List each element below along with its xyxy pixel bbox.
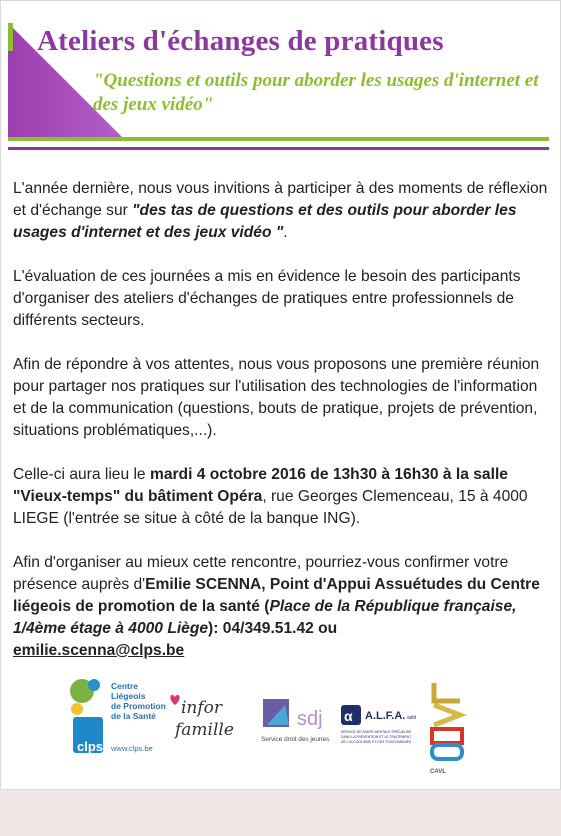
svg-text:de la Santé: de la Santé xyxy=(111,711,156,721)
sdj-icon xyxy=(259,695,331,751)
cavl-icon xyxy=(426,681,470,777)
svg-text:Liégeois: Liégeois xyxy=(111,691,146,701)
contact-phone: ): 04/349.51.42 ou xyxy=(208,620,338,637)
intro-quote: "des tas de questions et des outils pour aborder les usages d'internet et des jeux vidéo " xyxy=(13,202,517,241)
svg-text:DANS LA PRÉVENTION ET LE TRAIT: DANS LA PRÉVENTION ET LE TRAITEMENT xyxy=(341,735,412,739)
svg-text:famille: famille xyxy=(175,720,234,740)
page-title: Ateliers d'échanges de pratiques xyxy=(37,25,444,57)
svg-text:A.L.F.A.: A.L.F.A. xyxy=(365,710,406,722)
svg-text:Centre: Centre xyxy=(111,681,138,691)
paragraph-intro xyxy=(13,178,553,244)
contact-name: Emilie SCENNA, Point d'Appui Assuétudes du Centre liégeois de promotion de la santé ( xyxy=(13,576,540,615)
alfa-icon xyxy=(339,701,419,747)
sdj-logo xyxy=(259,695,331,751)
svg-text:DE L'ALCOOLISME ET DES TOXICOM: DE L'ALCOOLISME ET DES TOXICOMANIES xyxy=(341,740,412,744)
svg-text:infor: infor xyxy=(181,698,223,718)
paragraph-date xyxy=(13,464,553,530)
contact-email-link[interactable]: emilie.scenna@clps.be xyxy=(13,642,185,659)
footer-band xyxy=(0,790,561,836)
svg-text:clps: clps xyxy=(77,739,104,754)
svg-text:Service droit des jeunes: Service droit des jeunes xyxy=(261,736,330,743)
green-top-bar xyxy=(8,23,13,51)
body-text xyxy=(13,178,553,684)
paragraph-evaluation: L'évaluation de ces journées a mis en évidence le besoin des participants d'organiser des ateliers d'échanges de pratiques entre professionnels de différents secteurs. xyxy=(13,268,521,329)
svg-text:sdj: sdj xyxy=(297,708,323,730)
purple-divider xyxy=(8,147,549,150)
partner-logos xyxy=(1,673,561,783)
paragraph-contact xyxy=(13,552,553,662)
svg-text:de Promotion: de Promotion xyxy=(111,701,166,711)
intro-end: . xyxy=(283,224,288,241)
event-date-location: mardi 4 octobre 2016 de 13h30 à 16h30 à la salle "Vieux-temps" du bâtiment Opéra xyxy=(13,466,508,505)
svg-text:SERVICE DE SANTÉ MENTALE SPÉCI: SERVICE DE SANTÉ MENTALE SPÉCIALISÉ xyxy=(341,730,412,734)
infor-famille-logo xyxy=(169,687,243,749)
clps-icon xyxy=(69,673,169,761)
infor-famille-icon xyxy=(169,687,243,749)
clps-logo xyxy=(69,673,169,761)
event-address: , rue Georges Clemenceau, 15 à 4000 LIEGE (l'entrée se situe à côté de la banque ING). xyxy=(13,488,528,527)
green-divider xyxy=(8,137,549,141)
cavl-logo xyxy=(426,681,470,777)
svg-text:CAVL: CAVL xyxy=(430,769,446,775)
paragraph-proposal: Afin de répondre à vos attentes, nous vous proposons une première réunion pour partager nos pratiques sur l'utilisation des technologies de l'information et de la communication (questions, bouts de pratique, projets de prévention, situations problématiques,...). xyxy=(13,356,540,439)
contact-address: Place de la République française, 1/4ème étage à 4000 Liège xyxy=(13,598,517,637)
intro-text: L'année dernière, nous vous invitions à participer à des moments de réflexion et d'échange sur xyxy=(13,180,548,219)
date-intro: Celle-ci aura lieu le xyxy=(13,466,150,483)
page-subtitle: "Questions et outils pour aborder les usages d'internet et des jeux vidéo" xyxy=(93,70,539,115)
alfa-logo xyxy=(339,701,419,747)
svg-text:www.clps.be: www.clps.be xyxy=(111,744,153,753)
svg-text:asbl: asbl xyxy=(407,715,417,721)
contact-intro: Afin d'organiser au mieux cette rencontre, pourriez-vous confirmer votre présence auprès d' xyxy=(13,554,509,593)
svg-text:α: α xyxy=(344,708,353,724)
header-banner xyxy=(1,1,561,161)
